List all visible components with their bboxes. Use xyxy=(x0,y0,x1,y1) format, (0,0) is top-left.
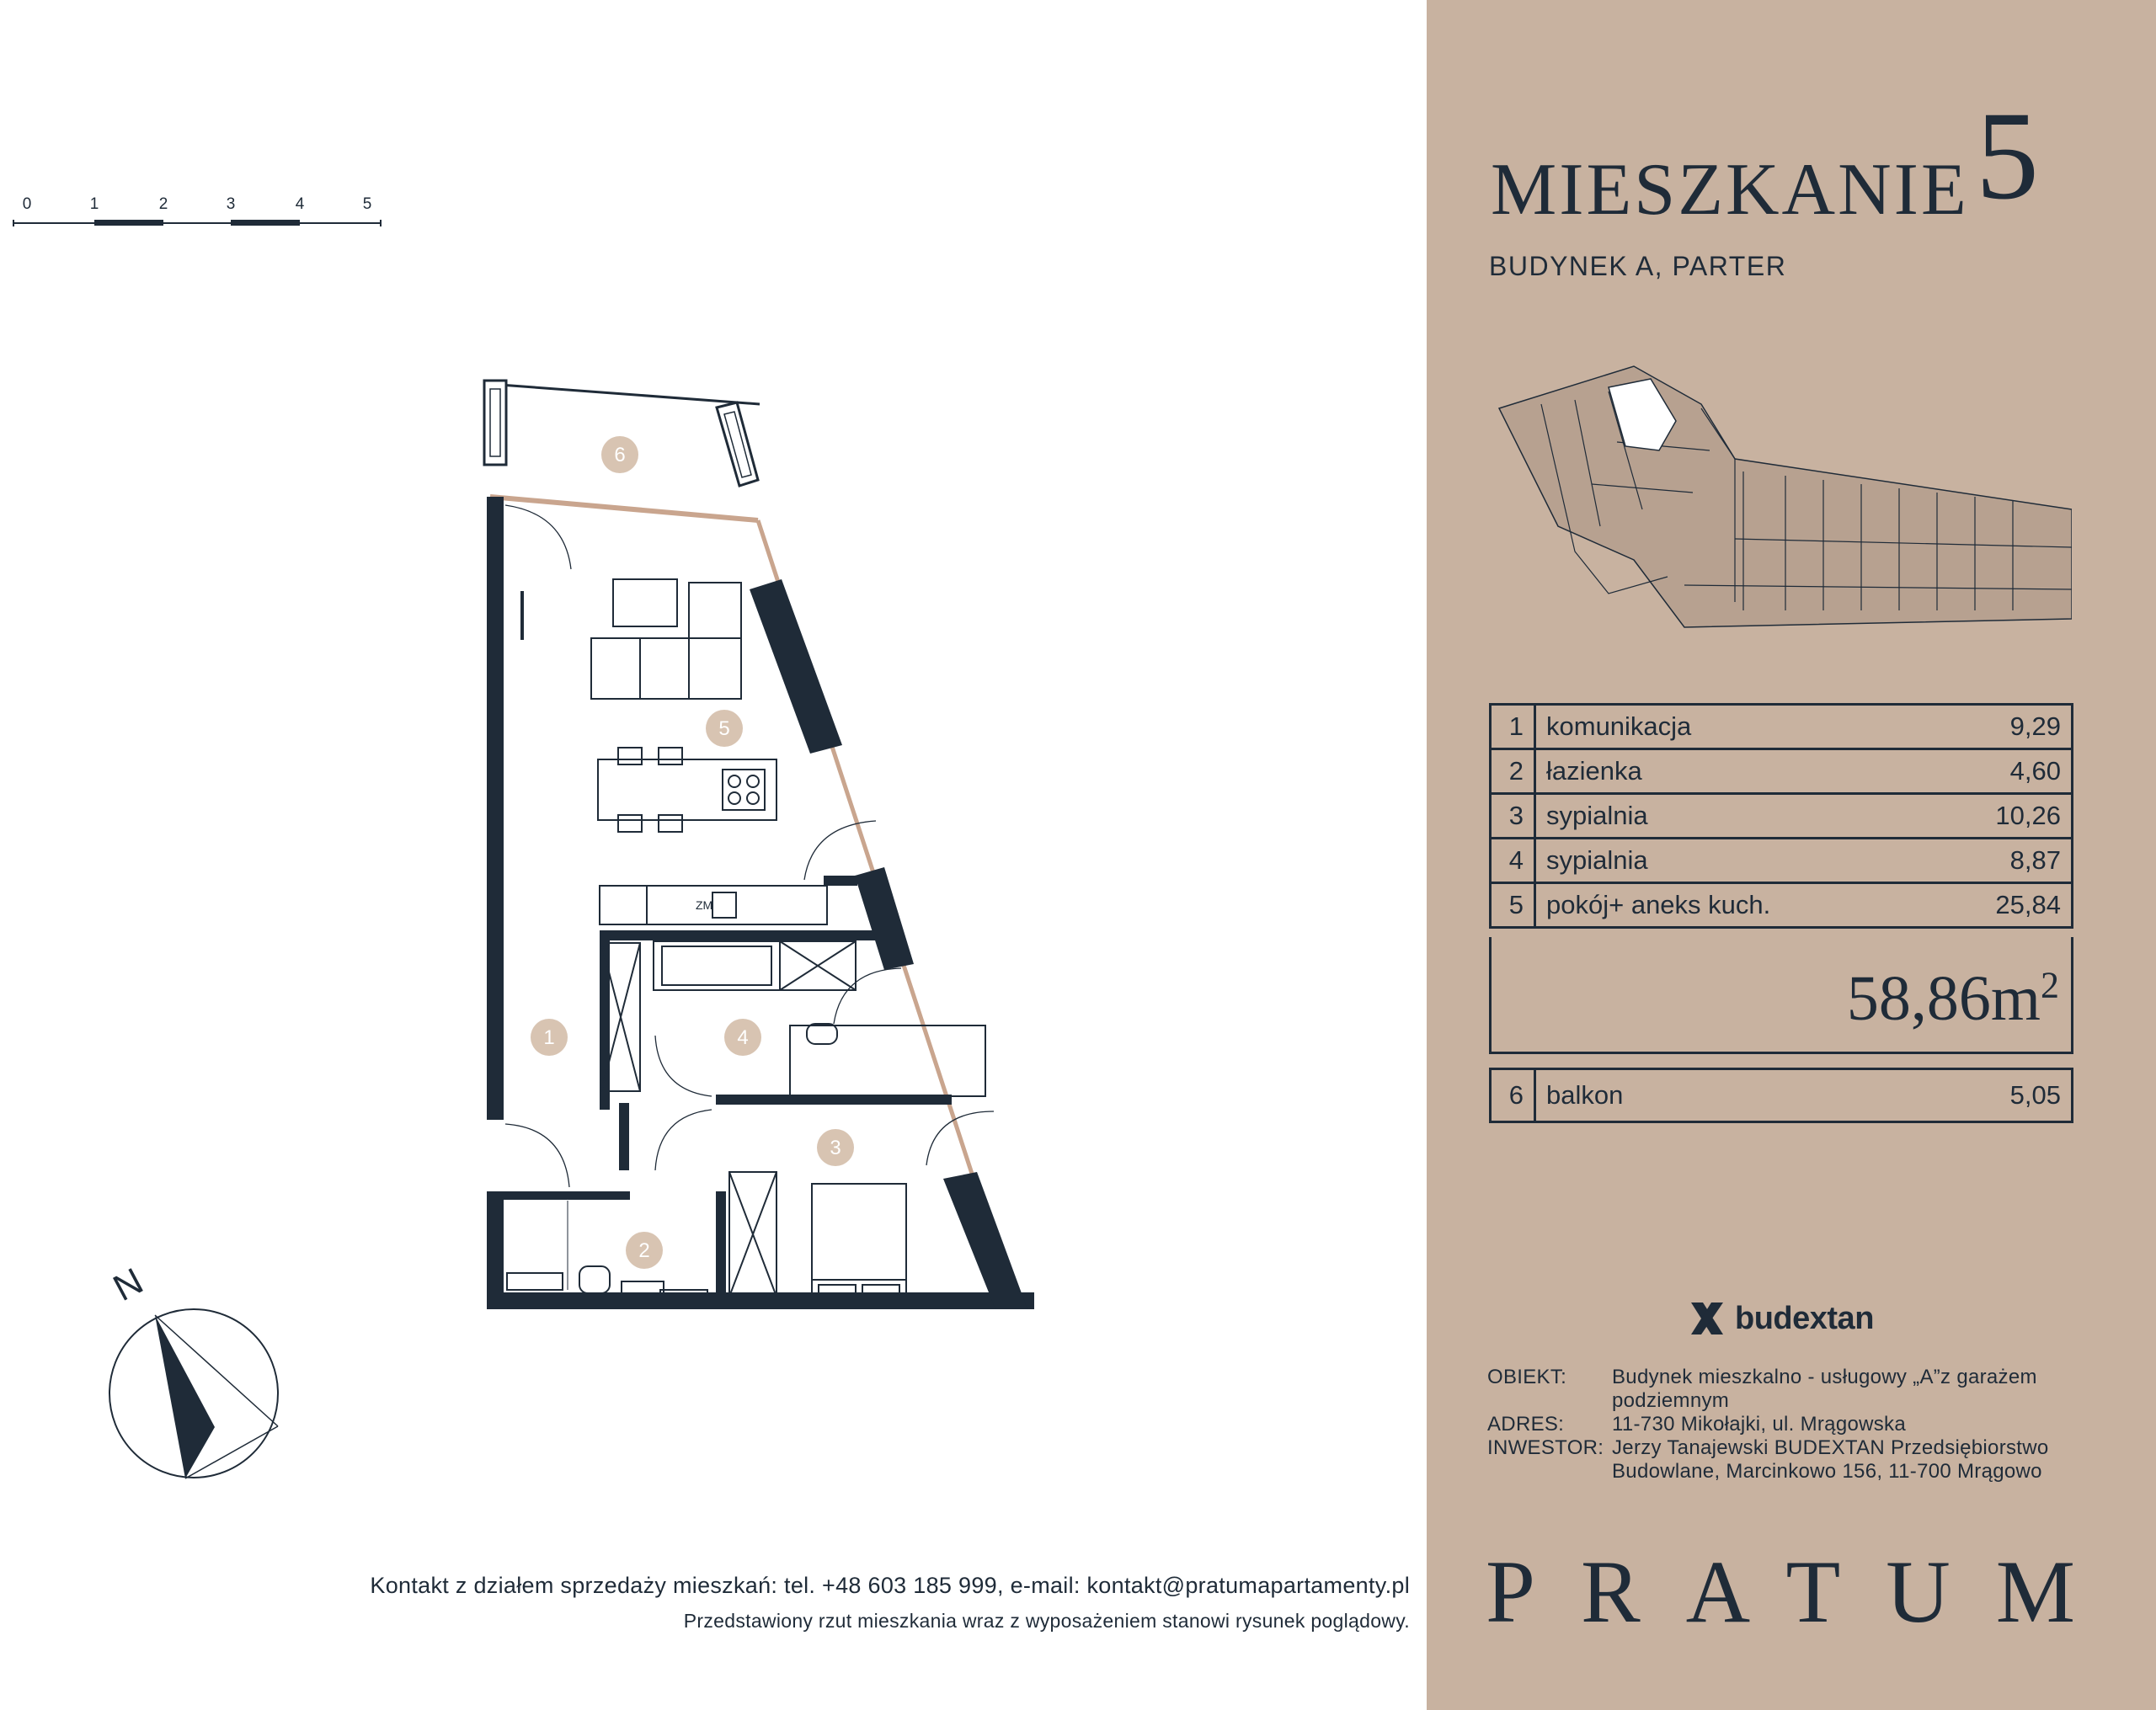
key-plan xyxy=(1491,358,2072,644)
scale-label-5: 5 xyxy=(362,195,372,213)
building-floor: BUDYNEK A, PARTER xyxy=(1489,251,1787,281)
room-area: 4,60 xyxy=(1932,749,2073,794)
scale-bar-graphic xyxy=(12,195,382,229)
disclaimer: Przedstawiony rzut mieszkania wraz z wyposażeniem stanowi rysunek poglądowy. xyxy=(683,1610,1410,1632)
room-area: 8,87 xyxy=(1932,839,2073,883)
room-name: pokój+ aneks kuch. xyxy=(1535,883,1932,928)
room-no: 1 xyxy=(1491,705,1535,749)
balcony-name: balkon xyxy=(1535,1069,1845,1122)
scale-label-4: 4 xyxy=(295,195,305,213)
room-marker-4: 4 xyxy=(737,1026,749,1049)
room-area: 9,29 xyxy=(1932,705,2073,749)
room-marker-1: 1 xyxy=(543,1026,555,1049)
info-row xyxy=(1487,1436,2084,1484)
info-value: Jerzy Tanajewski BUDEXTAN Przedsiębiorstwo Budowlane, Marcinkowo 156, 11-700 Mrągowo xyxy=(1612,1436,2049,1483)
rooms-table xyxy=(1489,703,2073,929)
compass-rose xyxy=(84,1246,303,1499)
info-value: Budynek mieszkalno - usługowy „A”z garażem podziemnym xyxy=(1612,1366,2037,1412)
table-row xyxy=(1491,839,2073,883)
fridge-label: ZM xyxy=(696,898,713,912)
total-area-value xyxy=(1847,962,2059,1036)
total-area-number: 58,86m xyxy=(1846,963,2041,1034)
compass xyxy=(84,1246,303,1499)
pratum-logo: PRATUM xyxy=(1486,1542,2121,1641)
room-name: komunikacja xyxy=(1535,705,1932,749)
project-info xyxy=(1487,1366,2084,1484)
contact-line: Kontakt z działem sprzedaży mieszkań: tel. +48 603 185 999, e-mail: kontakt@pratumapartamenty.pl xyxy=(370,1573,1410,1598)
brand-name: budextan xyxy=(1735,1300,1874,1336)
info-label: INWESTOR: xyxy=(1487,1436,1604,1459)
scale-label-0: 0 xyxy=(22,195,32,213)
room-no: 3 xyxy=(1491,794,1535,839)
total-area-exponent: 2 xyxy=(2041,964,2059,1006)
budextan-x-icon xyxy=(1688,1299,1726,1338)
floor-plan xyxy=(472,370,1061,1339)
info-label: OBIEKT: xyxy=(1487,1366,1567,1388)
total-area xyxy=(1489,937,2073,1054)
info-value: 11-730 Mikołajki, ul. Mrągowska xyxy=(1612,1413,1906,1436)
scale-label-2: 2 xyxy=(158,195,168,213)
room-no: 4 xyxy=(1491,839,1535,883)
apartment-number: 5 xyxy=(1976,86,2039,226)
info-row xyxy=(1487,1366,2084,1413)
page-title: MIESZKANIE xyxy=(1491,149,1969,231)
balcony-no: 6 xyxy=(1491,1069,1535,1122)
table-row xyxy=(1491,749,2073,794)
scale-label-1: 1 xyxy=(89,195,99,213)
room-marker-5: 5 xyxy=(718,717,730,740)
table-row xyxy=(1491,1069,2073,1122)
balcony-area: 5,05 xyxy=(1844,1069,2072,1122)
room-area: 10,26 xyxy=(1932,794,2073,839)
room-marker-6: 6 xyxy=(614,444,626,466)
room-marker-2: 2 xyxy=(638,1239,650,1262)
table-row xyxy=(1491,883,2073,928)
room-no: 5 xyxy=(1491,883,1535,928)
room-marker-3: 3 xyxy=(830,1137,841,1159)
table-row xyxy=(1491,705,2073,749)
room-no: 2 xyxy=(1491,749,1535,794)
room-area: 25,84 xyxy=(1932,883,2073,928)
room-name: sypialnia xyxy=(1535,839,1932,883)
info-label: ADRES: xyxy=(1487,1413,1565,1436)
room-name: łazienka xyxy=(1535,749,1932,794)
scale-label-3: 3 xyxy=(226,195,236,213)
table-row xyxy=(1491,794,2073,839)
room-name: sypialnia xyxy=(1535,794,1932,839)
balcony-table xyxy=(1489,1068,2073,1123)
brand-logo xyxy=(1688,1295,1874,1342)
scale-bar xyxy=(12,195,382,229)
info-row xyxy=(1487,1413,2084,1436)
compass-north-label: N xyxy=(106,1260,150,1310)
